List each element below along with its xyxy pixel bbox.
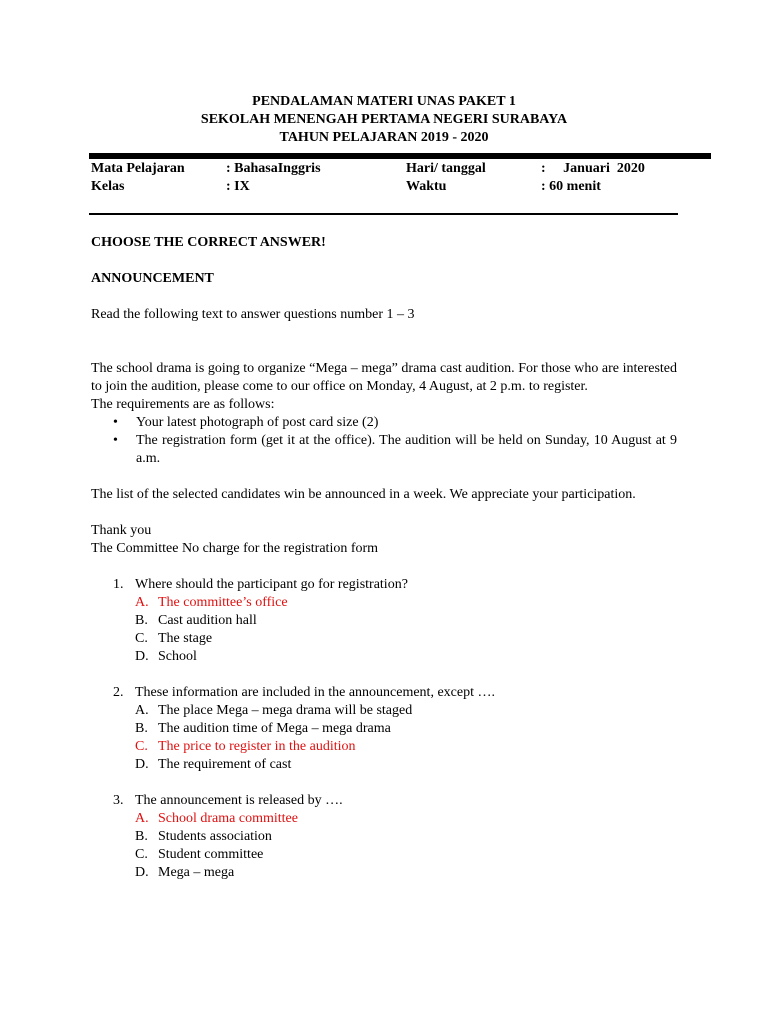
class-value: : IX: [226, 179, 250, 194]
answer-option[interactable]: [91, 612, 677, 630]
option-letter: B.: [135, 613, 148, 628]
announcement-paragraph-1: The school drama is going to organize “Mega – mega” drama cast audition. For those who are interested to join the audition, please come to our office on Monday, 4 August, at 2 p.m. to register.: [91, 361, 677, 394]
option-letter: A.: [135, 703, 149, 718]
option-text: The stage: [158, 631, 213, 646]
requirements-intro: The requirements are as follows:: [91, 397, 275, 412]
option-letter: D.: [135, 649, 149, 664]
option-letter: B.: [135, 829, 148, 844]
meta-row-2: [91, 178, 691, 196]
answer-option[interactable]: [91, 810, 677, 828]
exam-meta: [91, 160, 691, 196]
spacer: [91, 252, 677, 270]
instruction-title: CHOOSE THE CORRECT ANSWER!: [91, 235, 326, 250]
spacer: [91, 468, 677, 486]
subject-value: : BahasaInggris: [226, 161, 321, 176]
exam-body: [91, 234, 677, 882]
option-letter: A.: [135, 811, 149, 826]
spacer: [91, 504, 677, 522]
requirement-item: • Your latest photograph of post card size (2): [91, 414, 677, 432]
answer-option[interactable]: [91, 738, 677, 756]
option-text: School drama committee: [158, 811, 298, 826]
spacer: [91, 666, 677, 684]
question-number: 1.: [113, 577, 124, 592]
header-school: SEKOLAH MENENGAH PERTAMA NEGERI SURABAYA: [200, 112, 568, 127]
spacer: [91, 324, 677, 360]
header-title: PENDALAMAN MATERI UNAS PAKET 1: [252, 94, 516, 109]
time-label: Waktu: [406, 179, 447, 194]
time-value: : 60 menit: [541, 179, 601, 194]
class-label: Kelas: [91, 179, 125, 194]
answer-option[interactable]: [91, 846, 677, 864]
option-letter: B.: [135, 721, 148, 736]
exam-header: [0, 93, 768, 147]
answer-option[interactable]: [91, 702, 677, 720]
spacer: [91, 558, 677, 576]
meta-row-1: [91, 160, 691, 178]
announcement-signoff: The Committee No charge for the registration form: [91, 541, 379, 556]
option-text: The price to register in the audition: [158, 739, 356, 754]
announcement-paragraph-2: The list of the selected candidates win be announced in a week. We appreciate your participation.: [91, 487, 636, 502]
day-label: Hari/ tanggal: [406, 161, 486, 176]
question-number: 3.: [113, 793, 124, 808]
option-letter: D.: [135, 865, 149, 880]
question-number: 2.: [113, 685, 124, 700]
question-3: [91, 792, 677, 882]
spacer: [91, 288, 677, 306]
option-text: The committee’s office: [158, 595, 288, 610]
option-letter: C.: [135, 631, 148, 646]
answer-option[interactable]: [91, 828, 677, 846]
answer-option[interactable]: [91, 594, 677, 612]
answer-option[interactable]: [91, 720, 677, 738]
question-text: Where should the participant go for registration?: [135, 577, 408, 592]
option-letter: C.: [135, 847, 148, 862]
spacer: [91, 774, 677, 792]
option-text: The place Mega – mega drama will be staged: [158, 703, 413, 718]
option-text: The requirement of cast: [158, 757, 292, 772]
question-text: The announcement is released by ….: [135, 793, 343, 808]
answer-option[interactable]: [91, 648, 677, 666]
question-stem: [91, 792, 677, 810]
question-stem: [91, 576, 677, 594]
question-1: [91, 576, 677, 666]
answer-option[interactable]: [91, 630, 677, 648]
option-text: Mega – mega: [158, 865, 235, 880]
option-letter: D.: [135, 757, 149, 772]
subject-label: Mata Pelajaran: [91, 161, 185, 176]
answer-option[interactable]: [91, 756, 677, 774]
requirement-item: • The registration form (get it at the office). The audition will be held on Sunday, 10 August at 9 a.m.: [91, 432, 677, 468]
day-value: : Januari 2020: [541, 161, 645, 176]
question-stem: [91, 684, 677, 702]
announcement-thanks: Thank you: [91, 523, 152, 538]
header-divider-thick: [89, 153, 711, 159]
question-text: These information are included in the announcement, except ….: [135, 685, 495, 700]
section-title: ANNOUNCEMENT: [91, 271, 214, 286]
header-year: TAHUN PELAJARAN 2019 - 2020: [279, 130, 489, 145]
option-letter: C.: [135, 739, 148, 754]
option-text: The audition time of Mega – mega drama: [158, 721, 391, 736]
question-2: [91, 684, 677, 774]
meta-divider: [89, 213, 678, 215]
option-text: Cast audition hall: [158, 613, 257, 628]
reading-instruction: Read the following text to answer questions number 1 – 3: [91, 307, 415, 322]
option-letter: A.: [135, 595, 149, 610]
requirements-list: [91, 414, 677, 468]
option-text: Students association: [158, 829, 272, 844]
option-text: School: [158, 649, 197, 664]
option-text: Student committee: [158, 847, 264, 862]
answer-option[interactable]: [91, 864, 677, 882]
